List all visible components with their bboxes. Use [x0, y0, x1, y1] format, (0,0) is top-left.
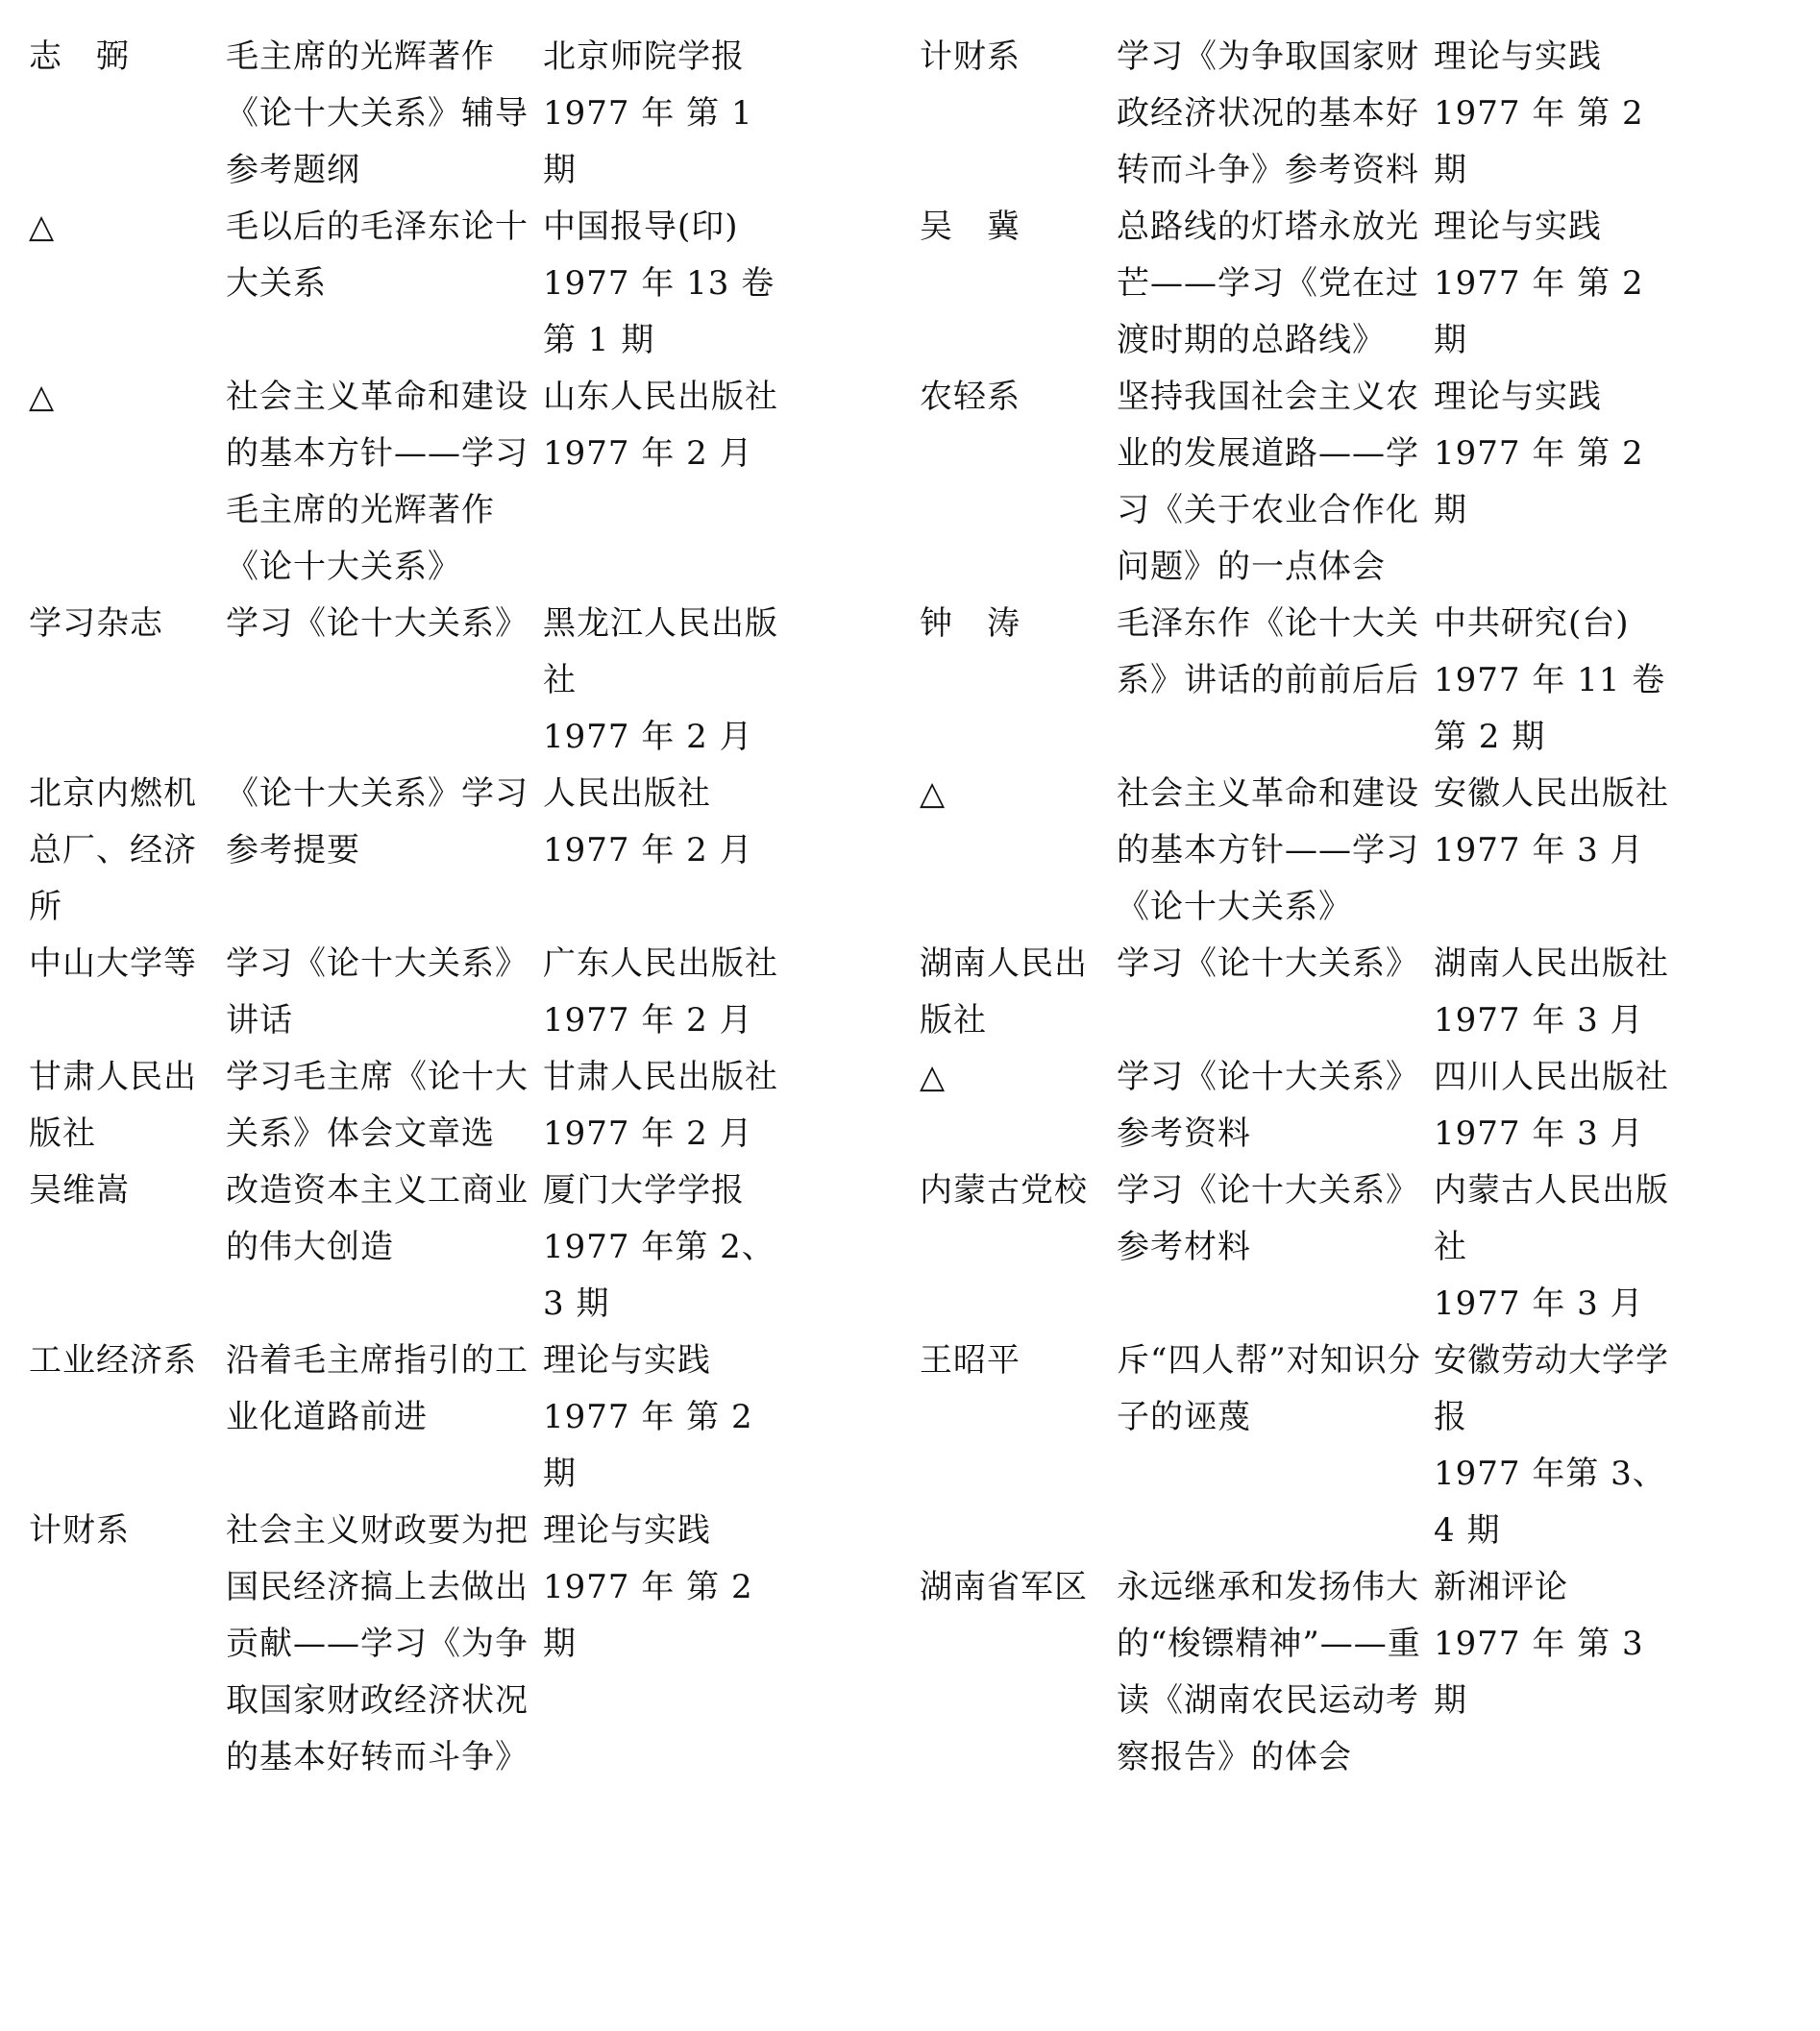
entry-title: 斥“四人帮”对知识分子的诬蔑: [1117, 1341, 1421, 1436]
entry-title: 《论十大关系》学习参考提要: [226, 774, 529, 869]
entry-author: 湖南人民出版社: [920, 944, 1088, 1040]
entry-author: 计财系: [29, 1511, 130, 1550]
entry-source: 理论与实践 1977 年 第 2 期: [1434, 37, 1644, 189]
entry-title: 学习《论十大关系》: [226, 604, 529, 643]
entry-row: [920, 596, 1791, 766]
entry-source: 中共研究(台) 1977 年 11 卷 第 2 期: [1434, 604, 1666, 756]
entry-author: 湖南省军区: [920, 1568, 1088, 1606]
entry-title: 沿着毛主席指引的工业化道路前进: [226, 1341, 529, 1436]
entry-author: △: [920, 1058, 947, 1096]
entry-source: 山东人民出版社 1977 年 2 月: [543, 378, 778, 473]
entry-title: 学习《论十大关系》: [1117, 944, 1419, 983]
left-column: [29, 29, 900, 2002]
entry-source: 安徽劳动大学学报 1977 年第 3、4 期: [1434, 1341, 1669, 1550]
entry-row: [29, 936, 900, 1049]
entry-row: [29, 29, 900, 199]
entry-row: [29, 369, 900, 596]
entry-author: △: [29, 378, 56, 416]
entry-author: 钟 涛: [920, 604, 1021, 643]
entry-title: 社会主义财政要为把国民经济搞上去做出贡献——学习《为争取国家财政经济状况的基本好转而斗争》: [226, 1511, 529, 1776]
entry-source: 厦门大学学报 1977 年第 2、3 期: [543, 1171, 775, 1323]
entry-author: △: [29, 208, 56, 246]
entry-author: 学习杂志: [29, 604, 163, 643]
entry-row: [29, 1049, 900, 1162]
bibliography-page: [29, 29, 1791, 2002]
entry-title: 坚持我国社会主义农业的发展道路——学习《关于农业合作化问题》的一点体会: [1117, 378, 1419, 586]
entry-author: 甘肃人民出版社: [29, 1058, 197, 1153]
right-column: [920, 29, 1791, 2002]
entry-row: [920, 369, 1791, 596]
entry-source: 内蒙古人民出版社 1977 年 3 月: [1434, 1171, 1669, 1323]
entry-title: 毛以后的毛泽东论十大关系: [226, 208, 529, 303]
entry-source: 湖南人民出版社 1977 年 3 月: [1434, 944, 1669, 1040]
entry-row: [920, 1049, 1791, 1162]
entry-title: 学习《论十大关系》讲话: [226, 944, 529, 1040]
entry-source: 黑龙江人民出版社 1977 年 2 月: [543, 604, 778, 756]
entry-row: [29, 199, 900, 369]
entry-author: 农轻系: [920, 378, 1021, 416]
entry-title: 毛主席的光辉著作《论十大关系》辅导参考题纲: [226, 37, 529, 189]
entry-title: 学习《论十大关系》参考资料: [1117, 1058, 1419, 1153]
entry-author: 吴 冀: [920, 208, 1021, 246]
entry-row: [29, 596, 900, 766]
entry-author: 志 弼: [29, 37, 130, 76]
entry-source: 理论与实践 1977 年 第 2 期: [1434, 208, 1644, 359]
entry-title: 学习毛主席《论十大关系》体会文章选: [226, 1058, 529, 1153]
entry-title: 社会主义革命和建设的基本方针——学习毛主席的光辉著作《论十大关系》: [226, 378, 529, 586]
entry-title: 社会主义革命和建设的基本方针——学习《论十大关系》: [1117, 774, 1419, 926]
entry-author: 中山大学等: [29, 944, 197, 983]
entry-row: [920, 199, 1791, 369]
entry-author: △: [920, 774, 947, 813]
entry-source: 广东人民出版社 1977 年 2 月: [543, 944, 778, 1040]
entry-source: 安徽人民出版社 1977 年 3 月: [1434, 774, 1669, 869]
entry-row: [29, 1503, 900, 1786]
entry-source: 人民出版社 1977 年 2 月: [543, 774, 753, 869]
entry-title: 学习《论十大关系》参考材料: [1117, 1171, 1419, 1266]
entry-source: 中国报导(印) 1977 年 13 卷 第 1 期: [543, 208, 775, 359]
entry-source: 理论与实践 1977 年 第 2 期: [543, 1511, 753, 1663]
entry-title: 总路线的灯塔永放光芒——学习《党在过渡时期的总路线》: [1117, 208, 1419, 359]
entry-row: [920, 936, 1791, 1049]
entry-source: 北京师院学报 1977 年 第 1 期: [543, 37, 753, 189]
entry-source: 四川人民出版社 1977 年 3 月: [1434, 1058, 1669, 1153]
entry-row: [920, 766, 1791, 936]
entry-row: [920, 29, 1791, 199]
entry-row: [920, 1162, 1791, 1333]
entry-title: 永远继承和发扬伟大的“梭镖精神”——重读《湖南农民运动考察报告》的体会: [1117, 1568, 1421, 1776]
entry-author: 王昭平: [920, 1341, 1021, 1380]
entry-row: [920, 1333, 1791, 1559]
entry-author: 工业经济系: [29, 1341, 197, 1380]
entry-row: [920, 1559, 1791, 1786]
entry-author: 北京内燃机总厂、经济所: [29, 774, 197, 926]
entry-title: 毛泽东作《论十大关系》讲话的前前后后: [1117, 604, 1419, 699]
entry-source: 甘肃人民出版社 1977 年 2 月: [543, 1058, 778, 1153]
entry-source: 理论与实践 1977 年 第 2 期: [543, 1341, 753, 1493]
entry-title: 改造资本主义工商业的伟大创造: [226, 1171, 529, 1266]
entry-source: 新湘评论 1977 年 第 3 期: [1434, 1568, 1644, 1720]
entry-author: 吴维嵩: [29, 1171, 130, 1210]
entry-source: 理论与实践 1977 年 第 2 期: [1434, 378, 1644, 529]
entry-author: 计财系: [920, 37, 1021, 76]
entry-author: 内蒙古党校: [920, 1171, 1088, 1210]
entry-row: [29, 1333, 900, 1503]
entry-title: 学习《为争取国家财政经济状况的基本好转而斗争》参考资料: [1117, 37, 1419, 189]
entry-row: [29, 1162, 900, 1333]
entry-row: [29, 766, 900, 936]
